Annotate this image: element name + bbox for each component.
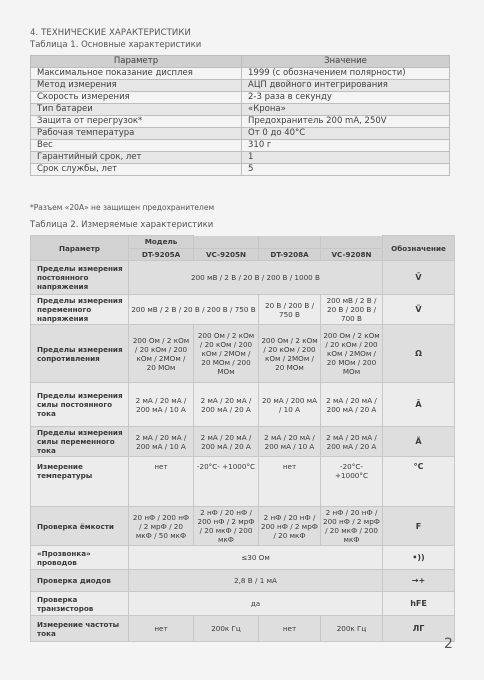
table-header-row (31, 56, 450, 68)
param-cell: Гарантийный срок, лет (31, 152, 242, 164)
param-cell: Срок службы, лет (31, 164, 242, 176)
value-cell: 2 мА / 20 мА / 200 мА / 20 А (321, 427, 383, 457)
value-cell: нет (259, 457, 321, 507)
value-cell: «Крона» (242, 104, 450, 116)
measured-characteristics-table (30, 235, 455, 642)
param-cell: Тип батареи (31, 104, 242, 116)
value-cell: От 0 до 40°С (242, 128, 450, 140)
table-row (31, 616, 455, 642)
value-cell: 20 мА / 200 мА / 10 А (259, 383, 321, 427)
param-cell: Проверка транзисторов (31, 592, 129, 616)
value-cell: 2,8 В / 1 мА (129, 570, 383, 592)
frequency-icon: ЛГ (383, 616, 455, 642)
header-blank (259, 236, 321, 249)
value-cell: 2 нФ / 20 нФ / 200 нФ / 2 мрФ / 20 мкФ / 200 мкФ (321, 507, 383, 546)
table-row (31, 164, 450, 176)
table-row (31, 592, 455, 616)
value-cell: 200 мВ / 2 В / 20 В / 200 В / 750 В (129, 295, 259, 325)
table-row (31, 152, 450, 164)
value-cell: 2 мА / 20 мА / 200 мА / 20 А (194, 383, 259, 427)
value-cell: 1 (242, 152, 450, 164)
param-cell: Измерение частоты тока (31, 616, 129, 642)
value-cell: да (129, 592, 383, 616)
param-cell: Вес (31, 140, 242, 152)
table-row (31, 295, 455, 325)
table-header-row (31, 236, 455, 249)
value-cell: 2 мА / 20 мА / 200 мА / 10 А (129, 383, 194, 427)
page-number: 2 (444, 636, 453, 652)
value-cell: 200 Ом / 2 кОм / 20 кОм / 200 кОм / 2МОм / 20 МОм / 200 МОм (194, 325, 259, 383)
header-designation: Обозначение (383, 236, 455, 261)
value-cell: 200 Ом / 2 кОм / 20 кОм / 200 кОм / 2МОм / 20 МОм (259, 325, 321, 383)
ac-voltage-icon: Ṽ (383, 295, 455, 325)
main-characteristics-table (30, 55, 450, 176)
table-row (31, 325, 455, 383)
table-row (31, 128, 450, 140)
value-cell: -20°С- +1000°С (321, 457, 383, 507)
param-cell: «Прозвонка» проводов (31, 546, 129, 570)
value-cell: ≤30 Ом (129, 546, 383, 570)
value-cell: 310 г (242, 140, 450, 152)
value-cell: Предохранитель 200 mA, 250V (242, 116, 450, 128)
model-vc-9208n: VC-9208N (321, 248, 383, 261)
ac-current-icon: Ã (383, 427, 455, 457)
table-row (31, 427, 455, 457)
table-row (31, 457, 455, 507)
value-cell: 200 мВ / 2 В / 20 В / 200 В / 700 В (321, 295, 383, 325)
value-cell: 200к Гц (321, 616, 383, 642)
param-cell: Защита от перегрузок* (31, 116, 242, 128)
header-cell: Параметр (31, 56, 242, 68)
value-cell: 1999 (с обозначением полярности) (242, 68, 450, 80)
param-cell: Проверка диодов (31, 570, 129, 592)
value-cell: нет (259, 616, 321, 642)
value-cell: 200 Ом / 2 кОм / 20 кОм / 200 кОм / 2МОм / 20 МОм (129, 325, 194, 383)
param-cell: Метод измерения (31, 80, 242, 92)
footnote: *Разъем «20А» не защищен предохранителем (30, 203, 215, 212)
param-cell: Скорость измерения (31, 92, 242, 104)
table-row (31, 92, 450, 104)
capacitance-icon: F (383, 507, 455, 546)
param-cell: Измерение температуры (31, 457, 129, 507)
value-cell: 5 (242, 164, 450, 176)
table-row (31, 116, 450, 128)
value-cell: 2 мА / 20 мА / 200 мА / 10 А (129, 427, 194, 457)
model-dt-9208a: DT-9208A (259, 248, 321, 261)
table-row (31, 383, 455, 427)
table-row (31, 80, 450, 92)
diode-icon: →+ (383, 570, 455, 592)
value-cell: 2 нФ / 20 нФ / 200 нФ / 2 мрФ / 20 мкФ (259, 507, 321, 546)
value-cell: 2 мА / 20 мА / 200 мА / 20 А (194, 427, 259, 457)
value-cell: 2 мА / 20 мА / 200 мА / 20 А (321, 383, 383, 427)
table2-caption: Таблица 2. Измеряемые характеристики (30, 220, 214, 230)
table-row (31, 507, 455, 546)
table-row (31, 68, 450, 80)
dc-voltage-icon: V̄ (383, 261, 455, 295)
table-row (31, 570, 455, 592)
header-cell: Значение (242, 56, 450, 68)
header-blank (194, 236, 259, 249)
value-cell: -20°С- +1000°С (194, 457, 259, 507)
dc-current-icon: Ā (383, 383, 455, 427)
param-cell: Пределы измерения переменного напряжения (31, 295, 129, 325)
transistor-icon: hFE (383, 592, 455, 616)
header-model: Модель (129, 236, 194, 249)
section-title: 4. ТЕХНИЧЕСКИЕ ХАРАКТЕРИСТИКИ (30, 28, 191, 38)
table1-caption: Таблица 1. Основные характеристики (30, 40, 202, 50)
value-cell: 2 нФ / 20 нФ / 200 нФ / 2 мрФ / 20 мкФ / 200 мкФ (194, 507, 259, 546)
param-cell: Пределы измерения силы постоянного тока (31, 383, 129, 427)
temperature-icon: °С (383, 457, 455, 507)
param-cell: Проверка ёмкости (31, 507, 129, 546)
param-cell: Максимальное показание дисплея (31, 68, 242, 80)
value-cell: 200 Ом / 2 кОм / 20 кОм / 200 кОм / 2МОм / 20 МОм / 200 МОм (321, 325, 383, 383)
continuity-icon: •)) (383, 546, 455, 570)
param-cell: Пределы измерения сопротивления (31, 325, 129, 383)
value-cell: 20 нФ / 200 нФ / 2 мрФ / 20 мкФ / 50 мкФ (129, 507, 194, 546)
table-row (31, 140, 450, 152)
param-cell: Рабочая температура (31, 128, 242, 140)
header-blank (321, 236, 383, 249)
param-cell: Пределы измерения постоянного напряжения (31, 261, 129, 295)
ohm-icon: Ω (383, 325, 455, 383)
header-param: Параметр (31, 236, 129, 261)
value-cell: 200 мВ / 2 В / 20 В / 200 В / 1000 В (129, 261, 383, 295)
value-cell: АЦП двойного интегрирования (242, 80, 450, 92)
table-row (31, 261, 455, 295)
value-cell: 2-3 раза в секунду (242, 92, 450, 104)
param-cell: Пределы измерения силы переменного тока (31, 427, 129, 457)
table-row (31, 104, 450, 116)
value-cell: нет (129, 616, 194, 642)
table-row (31, 546, 455, 570)
value-cell: 200к Гц (194, 616, 259, 642)
value-cell: нет (129, 457, 194, 507)
model-vc-9205n: VC-9205N (194, 248, 259, 261)
model-dt-9205a: DT-9205A (129, 248, 194, 261)
value-cell: 2 мА / 20 мА / 200 мА / 10 А (259, 427, 321, 457)
value-cell: 20 В / 200 В / 750 В (259, 295, 321, 325)
